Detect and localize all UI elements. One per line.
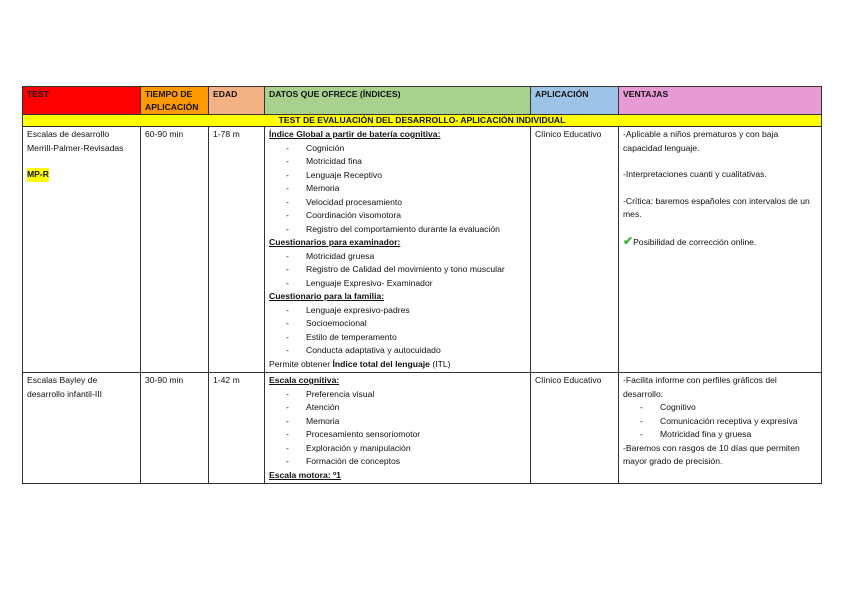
advantage-text: -Interpretaciones cuanti y cualitativas. (623, 169, 767, 179)
list-item: - Lenguaje expresivo-padres (269, 304, 526, 318)
data-cell (265, 373, 531, 484)
list-item: - Registro de Calidad del movimiento y tono muscular (269, 263, 526, 277)
advantage-list (623, 401, 817, 442)
advantage-text: -Aplicable a niños prematuros y con baja capacidad lenguaje. (623, 129, 779, 153)
list-item: - Registro del comportamiento durante la evaluación (269, 223, 526, 237)
age-cell: 1-78 m (209, 127, 265, 373)
list-item: - Cognición (269, 142, 526, 156)
header-application: APLICACIÓN (531, 87, 619, 115)
test-name: Escalas de desarrollo Merrill-Palmer-Revisadas (27, 129, 124, 153)
list-item: - Velocidad procesamiento (269, 196, 526, 210)
test-cell: Escalas Bayley de desarrollo infantil-III (23, 373, 141, 484)
list-item: - Coordinación visomotora (269, 209, 526, 223)
group-list (269, 250, 526, 291)
itl-note: Permite obtener Índice total del lenguaje (ITL) (269, 358, 451, 369)
application-cell: Clínico Educativo (531, 127, 619, 373)
header-advantages: VENTAJAS (619, 87, 822, 115)
time-cell: 60-90 min (141, 127, 209, 373)
group-title: Cuestionarios para examinador: (269, 237, 401, 247)
list-item: - Socioemocional (269, 317, 526, 331)
list-item: - Memoria (269, 182, 526, 196)
group-list (269, 388, 526, 469)
group-list (269, 142, 526, 237)
advantage-text: -Crítica: baremos españoles con intervalos de un mes. (623, 195, 810, 219)
list-item: - Preferencia visual (269, 388, 526, 402)
list-item: - Estilo de temperamento (269, 331, 526, 345)
list-item: - Conducta adaptativa y autocuidado (269, 344, 526, 358)
age-cell: 1-42 m (209, 373, 265, 484)
table-row (23, 127, 822, 373)
time-cell: 30-90 min (141, 373, 209, 484)
section-title: TEST DE EVALUACIÓN DEL DESARROLLO- APLICACIÓN INDIVIDUAL (23, 115, 822, 127)
header-time: TIEMPO DE APLICACIÓN (141, 87, 209, 115)
list-item: - Motricidad fina y gruesa (623, 428, 817, 442)
list-item: - Procesamiento sensoriomotor (269, 428, 526, 442)
header-age: EDAD (209, 87, 265, 115)
list-item: - Cognitivo (623, 401, 817, 415)
group-title: Escala motora: º1 (269, 469, 341, 480)
list-item: - Motricidad fina (269, 155, 526, 169)
list-item: - Exploración y manipulación (269, 442, 526, 456)
list-item: - Memoria (269, 415, 526, 429)
list-item: - Lenguaje Expresivo- Examinador (269, 277, 526, 291)
data-cell (265, 127, 531, 373)
list-item: - Formación de conceptos (269, 455, 526, 469)
table-row (23, 373, 822, 484)
group-title: Índice Global a partir de batería cognitiva: (269, 129, 441, 139)
group-list (269, 304, 526, 358)
advantage-online: ✔Posibilidad de corrección online. (623, 233, 757, 248)
header-test: TEST (23, 87, 141, 115)
evaluation-table (22, 86, 822, 484)
advantages-cell (619, 373, 822, 484)
advantage-text: -Facilita informe con perfiles gráficos del desarrollo: (623, 375, 777, 399)
group-title: Cuestionario para la familia: (269, 291, 385, 301)
section-row (23, 115, 822, 127)
list-item: - Atención (269, 401, 526, 415)
list-item: - Lenguaje Receptivo (269, 169, 526, 183)
list-item: - Comunicación receptiva y expresiva (623, 415, 817, 429)
header-data: DATOS QUE OFRECE (ÍNDICES) (265, 87, 531, 115)
list-item: - Motricidad gruesa (269, 250, 526, 264)
group-title: Escala cognitiva: (269, 375, 340, 385)
test-cell (23, 127, 141, 373)
application-cell: Clínico Educativo (531, 373, 619, 484)
advantage-text: -Baremos con rasgos de 10 días que permiten mayor grado de precisión. (623, 442, 800, 466)
advantages-cell (619, 127, 822, 373)
checkmark-icon: ✔ (623, 233, 634, 248)
header-row (23, 87, 822, 115)
test-tag: MP-R (27, 168, 49, 182)
